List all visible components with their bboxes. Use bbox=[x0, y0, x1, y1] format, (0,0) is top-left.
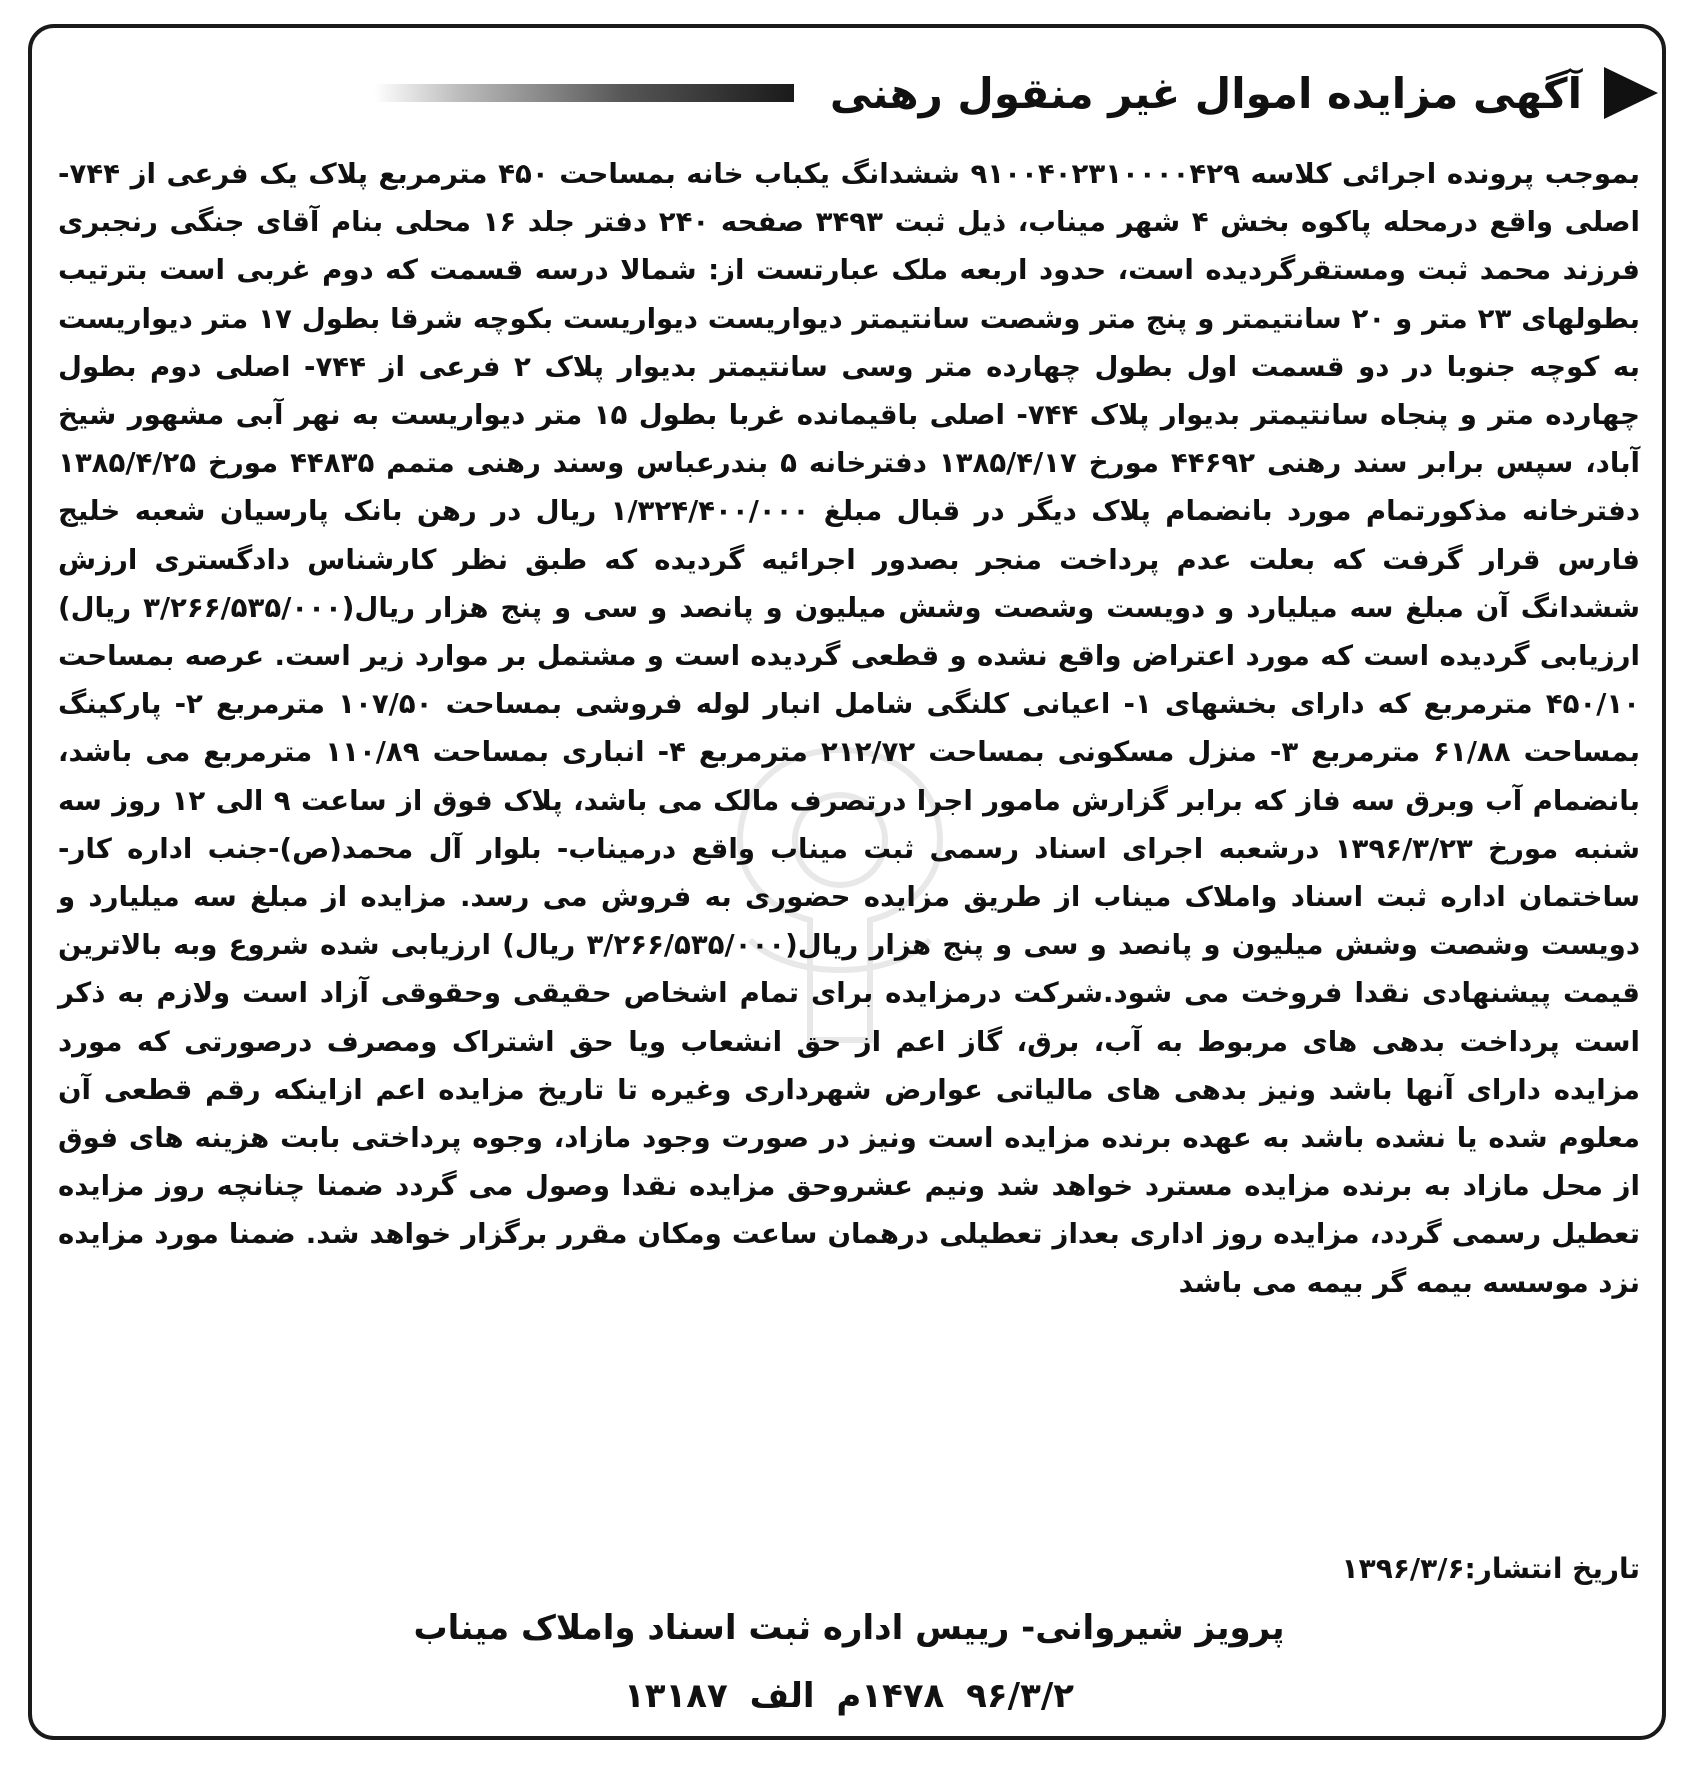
notice-body: بموجب پرونده اجرائی کلاسه ۹۱۰۰۴۰۲۳۱۰۰۰۰۴۲۹ ششدانگ یکباب خانه بمساحت ۴۵۰ مترمربع پلاک یک فرعی از ۷۴۴- اصلی واقع درمحله پاکوه بخش ۴ شهر میناب، ذیل ثبت ۳۴۹۳ صفحه ۲۴۰ دفتر جلد ۱۶ محلی بنام آقای جنگی رنجبری فرزند محمد ثبت ومستقرگردیده است، حدود اربعه ملک عبارتست از: شمالا درسه قسمت که دوم غربی است بترتیب بطولهای ۲۳ متر و ۲۰ سانتیمتر و پنج متر وشصت سانتیمتر دیواریست دیواریست بکوچه شرقا بطول ۱۷ متر دیواریست به کوچه جنوبا در دو قسمت اول بطول چهارده متر وسی سانتیمتر بدیوار پلاک ۲ فرعی از ۷۴۴- اصلی دوم بطول چهارده متر و پنجاه سانتیمتر بدیوار پلاک ۷۴۴- اصلی باقیمانده غربا بطول ۱۵ متر دیواریست به نهر آبی مشهور شیخ آباد، سپس برابر سند رهنی ۴۴۶۹۲ مورخ ۱۳۸۵/۴/۱۷ دفترخانه ۵ بندرعباس وسند رهنی متمم ۴۴۸۳۵ مورخ ۱۳۸۵/۴/۲۵ دفترخانه مذکورتمام مورد بانضمام پلاک دیگر در قبال مبلغ ۱/۳۲۴/۴۰۰/۰۰۰ ریال در رهن بانک پارسیان شعبه خلیج فارس قرار گرفت که بعلت عدم پرداخت منجر بصدور اجرائیه گردیده که طبق نظر کارشناس دادگستری ارزش ششدانگ آن مبلغ سه میلیارد و دویست وشصت وشش میلیون و پانصد و سی و پنج هزار ریال(۳/۲۶۶/۵۳۵/۰۰۰ ریال) ارزیابی گردیده است که مورد اعتراض واقع نشده و قطعی گردیده است و مشتمل بر موارد زیر است. عرصه بمساحت ۴۵۰/۱۰ مترمربع که دارای بخشهای ۱- اعیانی کلنگی شامل انبار لوله فروشی بمساحت ۱۰۷/۵۰ مترمربع ۲- پارکینگ بمساحت ۶۱/۸۸ مترمربع ۳- منزل مسکونی بمساحت ۲۱۲/۷۲ مترمربع ۴- انباری بمساحت ۱۱۰/۸۹ مترمربع می باشد، بانضمام آب وبرق سه فاز که برابر گزارش مامور اجرا درتصرف مالک می باشد، پلاک فوق از ساعت ۹ الی ۱۲ روز سه شنبه مورخ ۱۳۹۶/۳/۲۳ درشعبه اجرای اسناد رسمی ثبت میناب واقع درمیناب- بلوار آل محمد(ص)-جنب اداره کار- ساختمان اداره ثبت اسناد واملاک میناب از طریق مزایده حضوری به فروش می رسد. مزایده از مبلغ سه میلیارد و دویست وشصت وشش میلیون و پانصد و سی و پنج هزار ریال(۳/۲۶۶/۵۳۵/۰۰۰ ریال) ارزیابی شده شروع وبه بالاترین قیمت پیشنهادی نقدا فروخت می شود.شرکت درمزایده برای تمام اشخاص حقیقی وحقوقی آزاد است ولازم به ذکر است پرداخت بدهی های مربوط به آب، برق، گاز اعم از حق انشعاب ویا حق اشتراک ومصرف درصورتی که مورد مزایده دارای آنها باشد ونیز بدهی های مالیاتی عوارض شهرداری وغیره تا تاریخ مزایده اعم ازاینکه رقم قطعی آن معلوم شده یا نشده باشد به عهده برنده مزایده است ونیز در صورت وجود مازاد، وجوه پرداختی بابت هزینه های فوق از محل مازاد به برنده مزایده مسترد خواهد شد ونیم عشروحق مزایده نقدا وصول می گردد ضمنا چنانچه روز مزایده تعطیل رسمی گردد، مزایده روز اداری بعداز تعطیلی درهمان ساعت ومکان مقرر برگزار خواهد شد. ضمنا مورد مزایده نزد موسسه بیمه گر بیمه می باشد bbox=[58, 157, 1641, 1299]
reference-number: ۹۶/۳/۲ ۱۴۷۸م الف ۱۳۱۸۷ bbox=[624, 1676, 1074, 1716]
publish-date: تاریخ انتشار:۱۳۹۶/۳/۶ bbox=[1341, 1552, 1640, 1585]
left-triangle-icon bbox=[1604, 67, 1658, 119]
notice-header bbox=[40, 48, 1658, 138]
notice-title: آگهی مزایده اموال غیر منقول رهنی bbox=[829, 68, 1582, 118]
signature-line: پرویز شیروانی- رییس اداره ثبت اسناد واملاک میناب bbox=[413, 1608, 1285, 1648]
title-gradient-bar bbox=[374, 84, 794, 102]
